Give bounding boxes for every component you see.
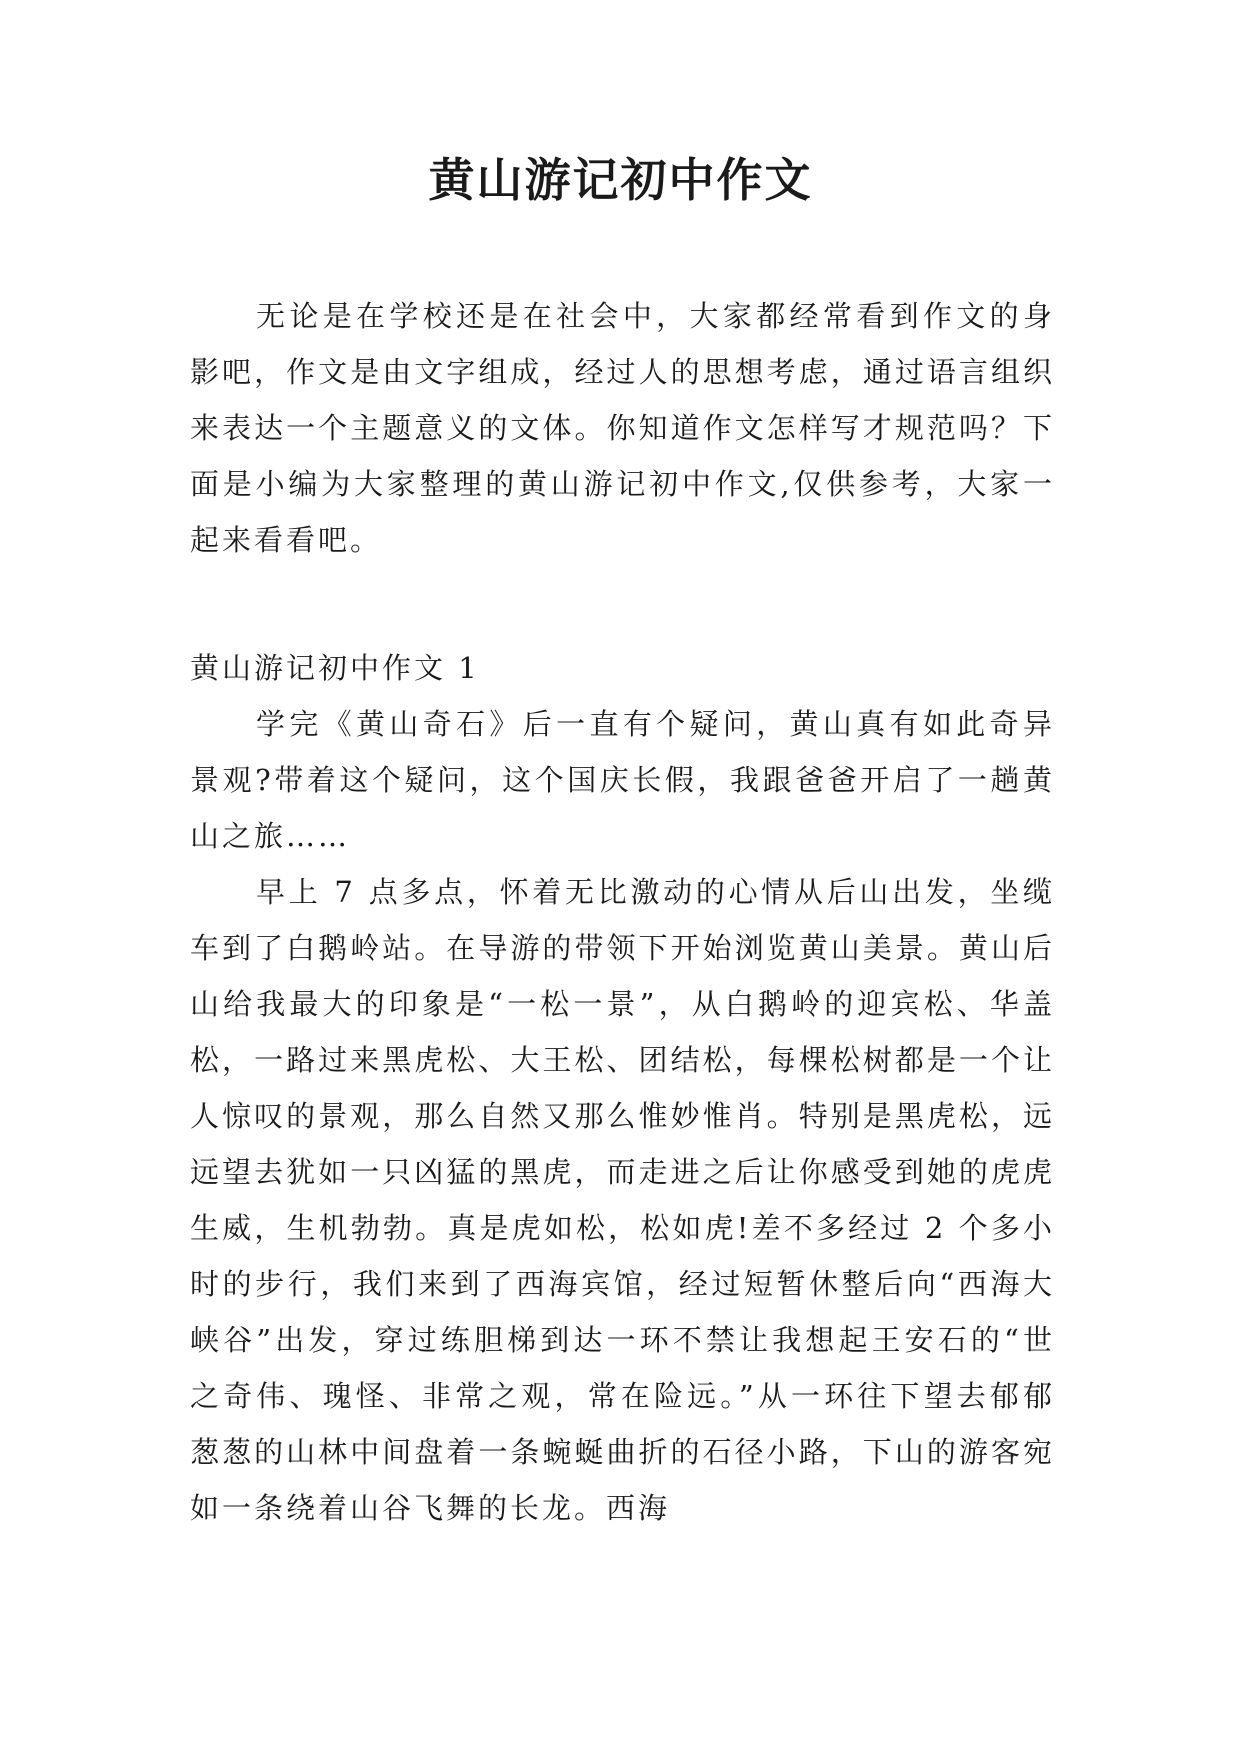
section-heading: 黄山游记初中作文 1 [190, 651, 480, 685]
intro-paragraph: 无论是在学校还是在社会中，大家都经常看到作文的身影吧，作文是由文字组成，经过人的思想考虑，通过语言组织来表达一个主题意义的文体。你知道作文怎样写才规范吗？下面是小编为大家整理的黄山游记初中作文,仅供参考，大家一起来看看吧。 [190, 299, 1055, 557]
body-paragraph-1: 学完《黄山奇石》后一直有个疑问，黄山真有如此奇异景观?带着这个疑问，这个国庆长假，我跟爸爸开启了一趟黄山之旅…… [190, 707, 1055, 853]
body-paragraph-2: 早上 7 点多点，怀着无比激动的心情从后山出发，坐缆车到了白鹅岭站。在导游的带领下开始浏览黄山美景。黄山后山给我最大的印象是“一松一景”，从白鹅岭的迎宾松、华盖松，一路过来黑虎松、大王松、团结松，每棵松树都是一个让人惊叹的景观，那么自然又那么惟妙惟肖。特别是黑虎松，远远望去犹如一只凶猛的黑虎，而走进之后让你感受到她的虎虎生威，生机勃勃。真是虎如松，松如虎!差不多经过 2 个多小时的步行，我们来到了西海宾馆，经过短暂休整后向“西海大峡谷”出发，穿过练胆梯到达一环不禁让我想起王安石的“世之奇伟、瑰怪、非常之观，常在险远。”从一环往下望去郁郁葱葱的山林中间盘着一条蜿蜒曲折的石径小路，下山的游客宛如一条绕着山谷飞舞的长龙。西海 [190, 875, 1055, 1525]
document-title: 黄山游记初中作文 [428, 153, 813, 207]
